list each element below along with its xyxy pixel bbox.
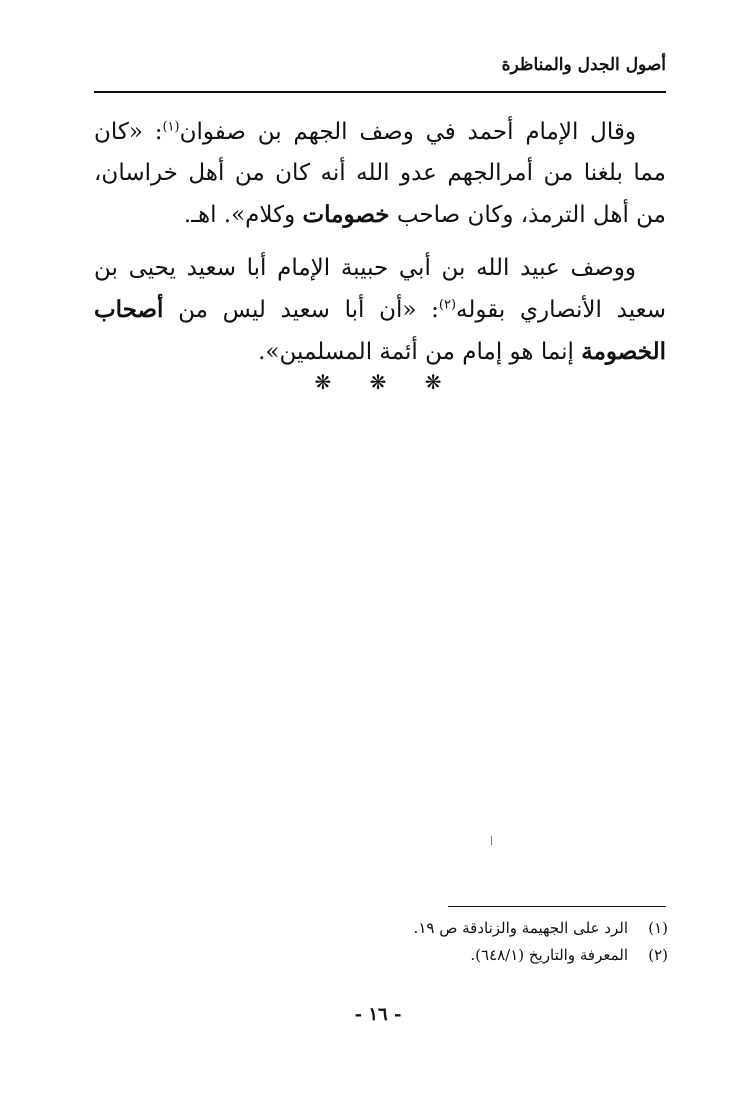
footnote-1 xyxy=(300,915,668,942)
paragraph-1-text-end: وكلام». اهـ. xyxy=(183,202,303,228)
footnotes xyxy=(300,915,668,969)
footnote-2 xyxy=(300,942,668,969)
footnote-text: الرد على الجهيمة والزنادقة ص ١٩. xyxy=(413,919,628,937)
paragraph-1-text-start: وقال الإمام أحمد في وصف الجهم بن صفوان xyxy=(179,119,636,145)
asterism-icon: ❋ xyxy=(369,370,387,394)
footnote-text: المعرفة والتاريخ (٦٤٨/١). xyxy=(470,946,628,964)
paragraph-2-text-start: ووصف عبيد الله بن أبي حبيبة الإمام أبا سعيد يحيى بن سعيد الأنصاري بقوله xyxy=(94,255,666,323)
page-number: - ١٦ - xyxy=(354,1004,402,1025)
header-divider xyxy=(94,91,666,93)
footnote-divider xyxy=(448,906,666,907)
paragraph-1-bold-term: خصومات xyxy=(302,201,390,228)
footnote-ref-2: (٢) xyxy=(438,297,457,313)
running-header: أصول الجدل والمناظرة xyxy=(501,55,666,75)
paragraph-2 xyxy=(94,248,666,373)
paragraph-2-text-middle: : «أن أبا سعيد ليس من xyxy=(163,297,439,323)
paragraph-2-text-end: إنما هو إمام من أئمة المسلمين». xyxy=(258,339,582,365)
footnote-number: (١) xyxy=(648,919,668,937)
section-ornament xyxy=(0,370,756,394)
asterism-icon: ❋ xyxy=(424,370,442,394)
main-text xyxy=(94,112,666,385)
asterism-icon: ❋ xyxy=(314,370,332,394)
footnote-number: (٢) xyxy=(648,946,668,964)
paragraph-2-bold-term: أصحاب الخصومة xyxy=(94,296,666,365)
paragraph-1 xyxy=(94,112,666,236)
scan-speck xyxy=(491,836,492,845)
footnote-ref-1: (١) xyxy=(162,119,180,135)
paragraph-1-text-middle: : «كان مما بلغنا من أمرالجهم عدو الله أنه كان من أهل خراسان، من أهل الترمذ، وكان صاحب xyxy=(94,119,666,228)
